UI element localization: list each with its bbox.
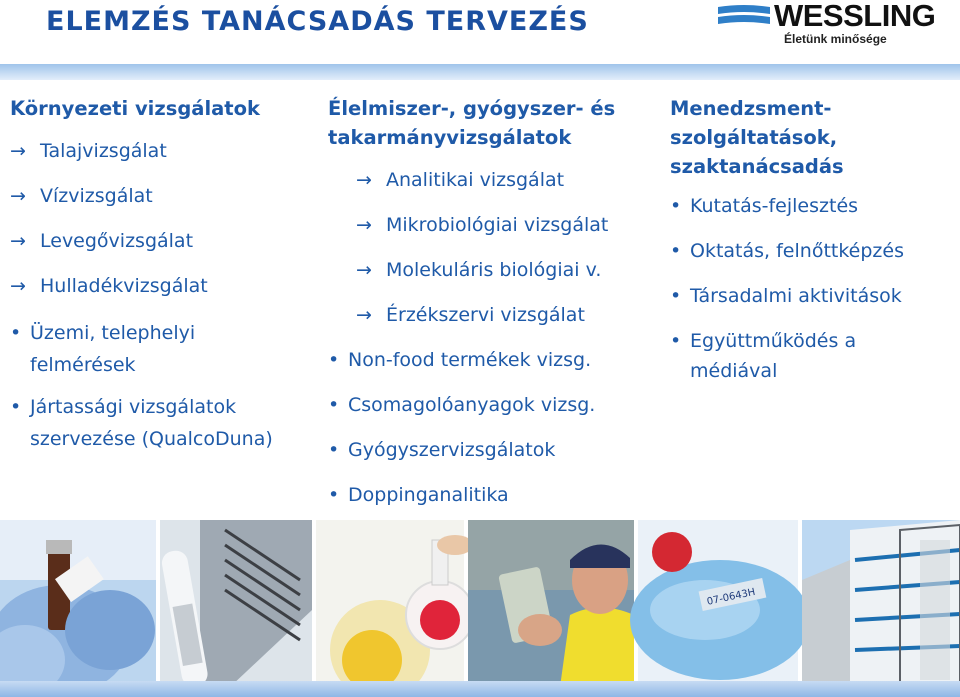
- top-band: [0, 64, 960, 80]
- list-item-text: Érzékszervi vizsgálat: [386, 304, 585, 326]
- arrow-icon: →: [356, 169, 372, 191]
- arrow-icon: →: [10, 230, 26, 252]
- list-item-text: Gyógyszervizsgálatok: [348, 439, 556, 461]
- building-photo: [802, 520, 960, 687]
- bullet-list-item: [670, 191, 955, 221]
- column-heading-line: szaktanácsadás: [670, 155, 844, 178]
- logo-wave-icon: [718, 5, 770, 27]
- bullet-icon: •: [670, 195, 682, 217]
- column-heading: [670, 94, 955, 181]
- column-food-pharma: [328, 94, 648, 526]
- list-item-text: Vízvizsgálat: [40, 185, 153, 207]
- list-item-text: Jártassági vizsgálatok: [30, 396, 237, 418]
- list-item-text: Oktatás, felnőttképzés: [690, 240, 904, 262]
- arrow-icon: →: [10, 140, 26, 162]
- bullet-list-item: [328, 391, 648, 420]
- list-item-text: Analitikai vizsgálat: [386, 169, 565, 191]
- arrow-icon: →: [356, 259, 372, 281]
- vial-hand-photo: [0, 520, 156, 687]
- bullet-list-item: [328, 481, 648, 510]
- arrow-list-item: [356, 166, 648, 195]
- bullet-list-item: [670, 236, 955, 266]
- arrow-icon: →: [10, 275, 26, 297]
- column-heading-line: Menedzsment-: [670, 97, 832, 120]
- flasks-photo: [316, 520, 474, 687]
- arrow-icon: →: [356, 214, 372, 236]
- bullet-icon: •: [328, 439, 340, 461]
- bullet-icon: •: [670, 285, 682, 307]
- bullet-list-item: [328, 436, 648, 465]
- column-heading-line: takarmányvizsgálatok: [328, 126, 572, 149]
- photo-strip: [0, 520, 960, 687]
- list-item-text: Társadalmi aktivitások: [690, 285, 902, 307]
- list-item-text: szervezése (QualcoDuna): [30, 428, 273, 450]
- list-item-text: Kutatás-fejlesztés: [690, 195, 859, 217]
- arrow-list-item: [356, 301, 648, 330]
- bullet-list-item: [328, 346, 648, 375]
- column-heading: [328, 94, 648, 152]
- bullet-list-item: [10, 317, 310, 381]
- arrow-list-item: [10, 227, 310, 256]
- svg-text:07-0643H: 07-0643H: [705, 586, 757, 608]
- bottom-band: [0, 681, 960, 697]
- list-item-text: Non-food termékek vizsg.: [348, 349, 592, 371]
- column-environmental: [10, 94, 310, 465]
- list-item-text: felmérések: [30, 354, 136, 376]
- column-heading: Környezeti vizsgálatok: [10, 97, 260, 120]
- column-heading-line: Élelmiszer-, gyógyszer- és: [328, 97, 616, 120]
- bullet-icon: •: [328, 394, 340, 416]
- bullet-icon: •: [10, 322, 22, 344]
- arrow-list-item: [10, 182, 310, 211]
- arrow-list-item: [356, 256, 648, 285]
- arrow-icon: →: [10, 185, 26, 207]
- bullet-list-item: [10, 391, 310, 455]
- list-item-text: Mikrobiológiai vizsgálat: [386, 214, 609, 236]
- page-title: ELEMZÉS TANÁCSADÁS TERVEZÉS: [46, 6, 589, 37]
- blue-canister-photo: [630, 520, 810, 687]
- arrow-list-item: [10, 272, 310, 301]
- worker-sample-photo: [468, 520, 634, 687]
- bullet-icon: •: [328, 484, 340, 506]
- bullet-list-item: [670, 326, 955, 386]
- list-item-text: Doppinganalitika: [348, 484, 509, 506]
- logo-tagline: Életünk minősége: [784, 32, 887, 46]
- list-item-text: Üzemi, telephelyi: [30, 322, 196, 344]
- bullet-icon: •: [670, 330, 682, 352]
- column-management: [670, 94, 955, 401]
- arrow-icon: →: [356, 304, 372, 326]
- bullet-icon: •: [10, 396, 22, 418]
- logo-name: WESSLING: [774, 0, 936, 33]
- list-item-text: Levegővizsgálat: [40, 230, 194, 252]
- list-item-text: médiával: [690, 360, 778, 382]
- arrow-list-item: [10, 137, 310, 166]
- list-item-text: Talajvizsgálat: [40, 140, 167, 162]
- list-item-text: Molekuláris biológiai v.: [386, 259, 602, 281]
- list-item-text: Hulladékvizsgálat: [40, 275, 208, 297]
- bullet-icon: •: [328, 349, 340, 371]
- bullet-icon: •: [670, 240, 682, 262]
- list-item-text: Együttműködés a: [690, 330, 857, 352]
- list-item-text: Csomagolóanyagok vizsg.: [348, 394, 596, 416]
- bullet-list-item: [670, 281, 955, 311]
- wessling-logo: [718, 2, 950, 50]
- lab-tubes-photo: [160, 520, 312, 687]
- column-heading-line: szolgáltatások,: [670, 126, 838, 149]
- arrow-list-item: [356, 211, 648, 240]
